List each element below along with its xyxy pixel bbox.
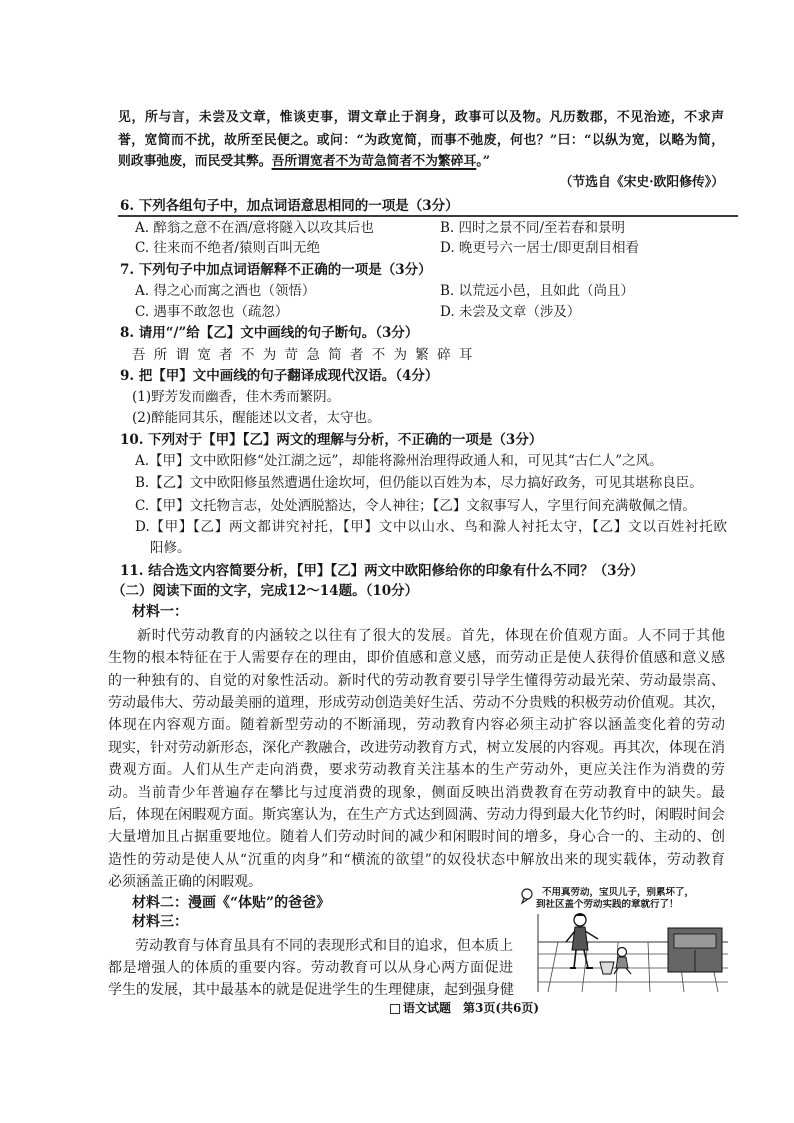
material-1-line: 体现在内容观方面。随着新型劳动的不断涌现，劳动教育内容必须主动扩容以涵盖变化着的劳动 bbox=[108, 717, 725, 733]
question-7-stem: 7. 下列句子中加点词语解释不正确的一项是（3分） bbox=[120, 262, 432, 278]
material-3-label: 材料三： bbox=[132, 914, 188, 930]
page-footer bbox=[390, 998, 610, 1018]
page-mark-icon bbox=[390, 1004, 400, 1014]
material-1-line: 新时代劳动教育的内涵较之以往有了很大的发展。首先，体现在价值观方面。人不同于其他 bbox=[137, 628, 725, 644]
material-1-line: 后，体现在闲暇观方面。斯宾塞认为，在生产方式达到圆满、劳动力得到最大化节约时，闲暇时间会 bbox=[108, 807, 725, 823]
question-6-stem: 6. 下列各组句子中，加点词语意思相同的一项是（3分） bbox=[120, 198, 459, 214]
material-3-line: 学生的发展，其中最基本的就是促进学生的生理健康，起到强身健 bbox=[108, 982, 514, 998]
material-2-label: 材料二：漫画《“体贴”的爸爸》 bbox=[132, 895, 331, 911]
passage-line: 誉，宽简而不扰，故所至民便之。或问：“为政宽简，而事不弛废，何也？”曰：“以纵为宽，以略为简， bbox=[118, 133, 724, 148]
material-1-line: 的一种独有的、自觉的对象性活动。新时代的劳动教育要引导学生懂得劳动最光荣、劳动最崇高、 bbox=[108, 673, 725, 689]
question-7-option-c: C. 遇事不敢忽也（疏忽） bbox=[135, 304, 289, 320]
father-figure bbox=[566, 913, 598, 968]
cabinet bbox=[668, 928, 722, 972]
material-1-line: 大量增加且占据重要地位。随着人们劳动时间的减少和闲暇时间的增多，身心合一的、主动的、创 bbox=[108, 829, 725, 845]
material-3-line: 都是增强人的体质的重要内容。劳动教育可以从身心两方面促进 bbox=[108, 960, 513, 976]
question-10-option-d: D.【甲】【乙】两文都讲究衬托，【甲】文中以山水、鸟和滁人衬托太守，【乙】文以百姓衬托欧 bbox=[135, 519, 727, 535]
bucket bbox=[600, 962, 614, 974]
section-2-heading: （二）阅读下面的文字，完成12～14题。（10分） bbox=[112, 583, 419, 599]
passage-text: 则政事弛废，而民受其弊。 bbox=[118, 154, 272, 169]
question-7-option-d: D. 未尝及文章（涉及） bbox=[440, 304, 581, 320]
question-6-option-a: A. 醉翁之意不在酒/意将隧入以攻其后也 bbox=[135, 220, 374, 236]
passage-text: 。” bbox=[476, 154, 491, 169]
question-8-stem: 8. 请用“/”给【乙】文中画线的句子断句。（3分） bbox=[120, 325, 419, 341]
question-8-sentence: 吾 所 谓 宽 者 不 为 苛 急 简 者 不 为 繁 碎 耳 bbox=[132, 347, 475, 363]
passage-line bbox=[118, 152, 724, 172]
question-10-stem: 10. 下列对于【甲】【乙】两文的理解与分析，不正确的一项是（3分） bbox=[120, 432, 543, 448]
speech-bubble-icon bbox=[522, 889, 532, 903]
question-6-option-c: C. 往来而不绝者/猿则百叫无绝 bbox=[135, 240, 320, 256]
cartoon-caption-line: 到社区盖个劳动实践的章就行了！ bbox=[536, 899, 679, 910]
question-9-item-2: (2)醉能同其乐，醒能述以文者，太守也。 bbox=[132, 410, 381, 426]
material-1-line: 劳动最伟大、劳动最美丽的道理，形成劳动创造美好生活、劳动不分贵贱的积极劳动价值观。其次， bbox=[108, 695, 725, 711]
material-1-line: 必须涵盖正确的闲暇观。 bbox=[108, 874, 262, 890]
question-10-option-b: B.【乙】文中欧阳修虽然遭遇仕途坎坷，但仍能以百姓为本，尽力搞好政务，可见其堪称良臣。 bbox=[135, 475, 703, 491]
question-9-item-1: (1)野芳发而幽香，佳木秀而繁阴。 bbox=[132, 389, 341, 405]
child-figure bbox=[614, 948, 631, 975]
material-1-line: 动。当前青少年普遍存在攀比与过度消费的现象，侧面反映出消费教育在劳动教育中的缺失。最 bbox=[108, 785, 725, 801]
material-1-label: 材料一： bbox=[132, 604, 188, 620]
question-6-option-b: B. 四时之景不同/至若春和景明 bbox=[440, 220, 626, 236]
underlined-sentence: 吾所谓宽者不为苛急简者不为繁碎耳 bbox=[271, 154, 477, 169]
question-10-option-d-continued: 阳修。 bbox=[150, 540, 191, 556]
material-3-line: 劳动教育与体育虽具有不同的表现形式和目的追求，但本质上 bbox=[135, 938, 513, 954]
question-10-option-a: A.【甲】文中欧阳修“处江湖之远”，却能将滁州治理得政通人和，可见其“古仁人”之风。 bbox=[135, 453, 663, 469]
material-1-line: 费观方面。人们从生产走向消费，要求劳动教育关注基本的生产劳动外，更应关注作为消费的劳 bbox=[108, 762, 725, 778]
question-11-stem: 11. 结合选文内容简要分析，【甲】【乙】两文中欧阳修给你的印象有什么不同？（3分） bbox=[120, 563, 644, 579]
passage-source: （节选自《宋史·欧阳修传》） bbox=[559, 175, 724, 190]
cartoon-illustration bbox=[518, 884, 728, 992]
question-9-stem: 9. 把【甲】文中画线的句子翻译成现代汉语。（4分） bbox=[120, 368, 439, 384]
material-1-line: 生物的根本特征在于人需要存在的理由，即价值感和意义感，而劳动正是使人获得价值感和意义感 bbox=[108, 650, 725, 666]
question-6-option-d: D. 晚更号六一居士/即更刮目相看 bbox=[440, 240, 639, 256]
question-7-option-a: A. 得之心而寓之酒也（领悟） bbox=[135, 283, 316, 299]
material-1-line: 造性的劳动是使人从“沉重的肉身”和“横流的欲望”的奴役状态中解放出来的现实载体，劳动教育 bbox=[108, 852, 725, 868]
scan-fold-line bbox=[118, 215, 738, 217]
material-1-line: 现实，针对劳动新形态，深化产教融合，改进劳动教育方式，树立发展的内容观。再其次，体现在消 bbox=[108, 740, 725, 756]
cartoon-caption-line: 不用真劳动，宝贝儿子，别累坏了， bbox=[542, 887, 695, 898]
question-10-option-c: C.【甲】文托物言志，处处洒脱豁达，令人神往；【乙】文叙事写人，字里行间充满敬佩之情。 bbox=[135, 498, 696, 514]
footer-text: 语文试题 第3页(共6页) bbox=[403, 1001, 540, 1015]
passage-line: 见，所与言，未尝及文章，惟谈吏事，谓文章止于润身，政事可以及物。凡历数郡，不见治迹，不求声 bbox=[118, 110, 724, 125]
question-7-option-b: B. 以荒远小邑，且如此（尚且） bbox=[440, 283, 635, 299]
